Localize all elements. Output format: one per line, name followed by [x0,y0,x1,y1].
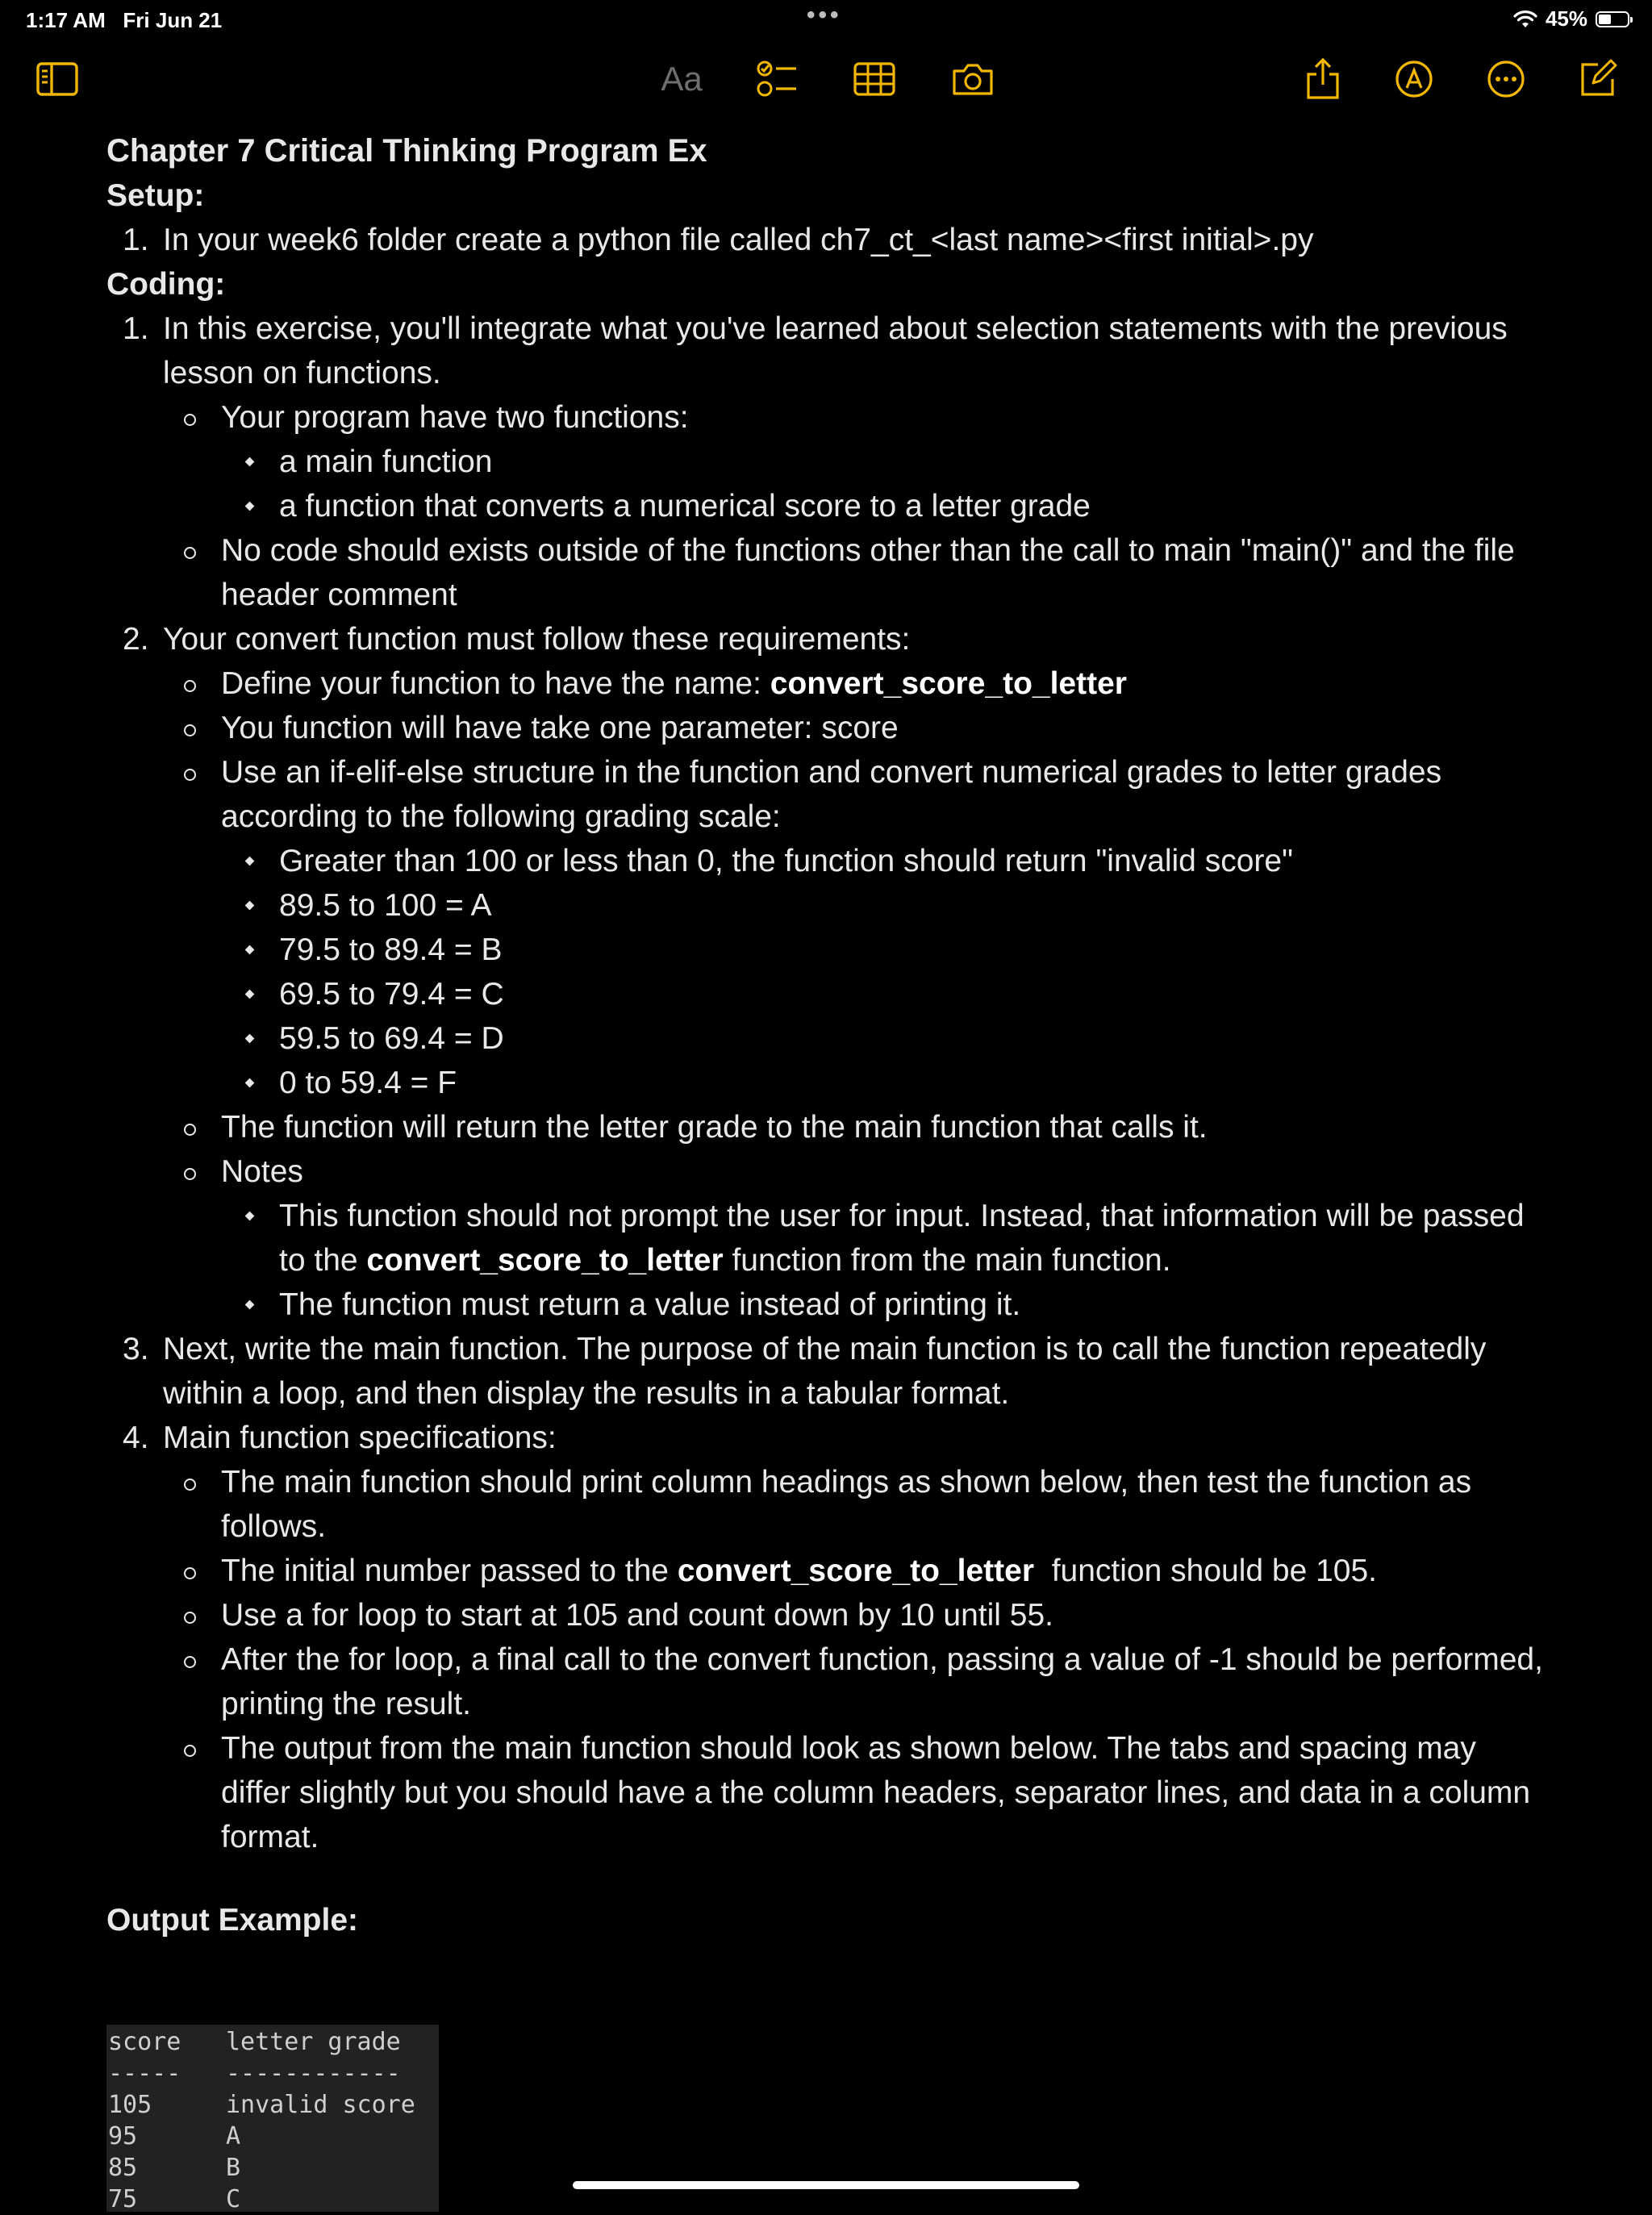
list-item: The main function should print column headings as shown below, then test the function as follows. [163,1460,1550,1549]
code-row: 75 C [108,2185,241,2213]
setup-heading: Setup: [106,178,205,213]
list-item: No code should exists outside of the functions other than the call to main "main()" and the file header comment [163,528,1550,617]
more-icon[interactable] [1483,48,1529,110]
battery-icon [1596,11,1629,27]
list-item: 2. Your convert function must follow these requirements: Define your function to have the name: convert_score_to_letter You function will have take one parameter: score Use an if-elif-else structure in the function and convert numerical grades to letter grades according to the following grading scale: Greater than 100 or less than 0, the function should return "invalid score" 89.5 to 100 = A 79.5 to 89.4 = B 69.5 to 79.4 = C 59.5 to 69.4 = D 0 to 59.4 = F The function will return the letter grade to the main function that calls it. Notes This function should not prompt the user for input. Instead, that information will be passed to the convert_score_to_letter function from the main function. The function must return a value instead of printing it. [106,617,1550,1327]
status-right [1513,6,1629,31]
compose-icon[interactable] [1573,48,1621,110]
grading-scale-item: 59.5 to 69.4 = D [221,1016,1550,1061]
list-item: Use an if-elif-else structure in the function and convert numerical grades to letter grades according to the following grading scale: Greater than 100 or less than 0, the function should return "invalid score" 89.5 to 100 = A 79.5 to 89.4 = B 69.5 to 79.4 = C 59.5 to 69.4 = D 0 to 59.4 = F [163,750,1550,1105]
note-title: Chapter 7 Critical Thinking Program Ex [106,133,707,169]
note-body[interactable] [106,129,1550,1942]
list-item: 4. Main function specifications: The main function should print column headings as shown below, then test the function as follows. The initial number passed to the convert_score_to_letter function should be 105. Use a for loop to start at 105 and count down by 10 until 55. After the for loop, a final call to the convert function, passing a value of -1 should be performed, printing the result. The output from the main function should look as shown below. The tabs and spacing may differ slightly but you should have a the column headers, separator lines, and data in a column format. [106,1416,1550,1859]
list-item: Your program have two functions: a main function a function that converts a numerical score to a letter grade [163,395,1550,528]
code-row: ----- ------------ [108,2059,401,2088]
status-date: Fri Jun 21 [123,8,223,32]
list-item: You function will have take one parameter: score [163,706,1550,750]
list-item: Define your function to have the name: convert_score_to_letter [163,661,1550,706]
grading-scale-item: 79.5 to 89.4 = B [221,928,1550,972]
list-item: The function will return the letter grade to the main function that calls it. [163,1105,1550,1149]
output-example-block [106,2025,439,2212]
coding-list [106,307,1550,1859]
format-button[interactable]: Aa [661,60,703,98]
checklist-icon[interactable] [752,48,803,110]
status-bar [0,0,1652,39]
list-item: 1. In your week6 folder create a python file called ch7_ct_<last name><first initial>.py [123,223,1314,257]
grading-scale-item: 69.5 to 79.4 = C [221,972,1550,1016]
camera-icon[interactable] [949,48,997,110]
list-item: a main function [221,440,1550,484]
markup-icon[interactable] [1391,48,1437,110]
output-heading: Output Example: [106,1903,359,1938]
battery-percent: 45% [1545,6,1587,31]
list-item: This function should not prompt the user for input. Instead, that information will be passed to the convert_score_to_letter function from the main function. [221,1194,1550,1283]
list-item: Notes This function should not prompt the user for input. Instead, that information will be passed to the convert_score_to_letter function from the main function. The function must return a value instead of printing it. [163,1149,1550,1327]
wifi-icon [1513,10,1537,29]
code-row: 85 B [108,2154,241,2182]
grading-scale-item: Greater than 100 or less than 0, the function should return "invalid score" [221,839,1550,883]
grading-scale-item: 0 to 59.4 = F [221,1061,1550,1105]
code-row: score letter grade [108,2028,401,2056]
list-item: 3. Next, write the main function. The purpose of the main function is to call the function repeatedly within a loop, and then display the results in a tabular format. [123,1332,1487,1411]
list-item: Use a for loop to start at 105 and count down by 10 until 55. [163,1593,1550,1637]
list-item: a function that converts a numerical score to a letter grade [221,484,1550,528]
multitasking-dots[interactable]: ••• [807,2,842,28]
grading-scale-item: 89.5 to 100 = A [221,883,1550,928]
list-item: 1. In this exercise, you'll integrate what you've learned about selection statements with the previous lesson on functions. Your program have two functions: a main function a function that converts a numerical score to a letter grade No code should exists outside of the functions other than the call to main "main()" and the file header comment [106,307,1550,617]
toolbar [0,48,1652,113]
share-icon[interactable] [1300,48,1345,110]
list-item: The output from the main function should look as shown below. The tabs and spacing may differ slightly but you should have a the column headers, separator lines, and data in a column format. [163,1726,1550,1859]
sidebar-icon[interactable] [32,48,82,110]
table-icon[interactable] [850,48,899,110]
code-row: 95 A [108,2122,241,2150]
list-item: The initial number passed to the convert_score_to_letter function should be 105. [163,1549,1550,1593]
list-item: After the for loop, a final call to the convert function, passing a value of -1 should be performed, printing the result. [163,1637,1550,1726]
status-time: 1:17 AM Fri Jun 21 [26,8,223,32]
coding-heading: Coding: [106,267,226,302]
setup-list [106,218,1550,262]
home-indicator[interactable] [573,2181,1079,2189]
code-row: 105 invalid score [108,2091,415,2119]
list-item: The function must return a value instead of printing it. [221,1283,1550,1327]
